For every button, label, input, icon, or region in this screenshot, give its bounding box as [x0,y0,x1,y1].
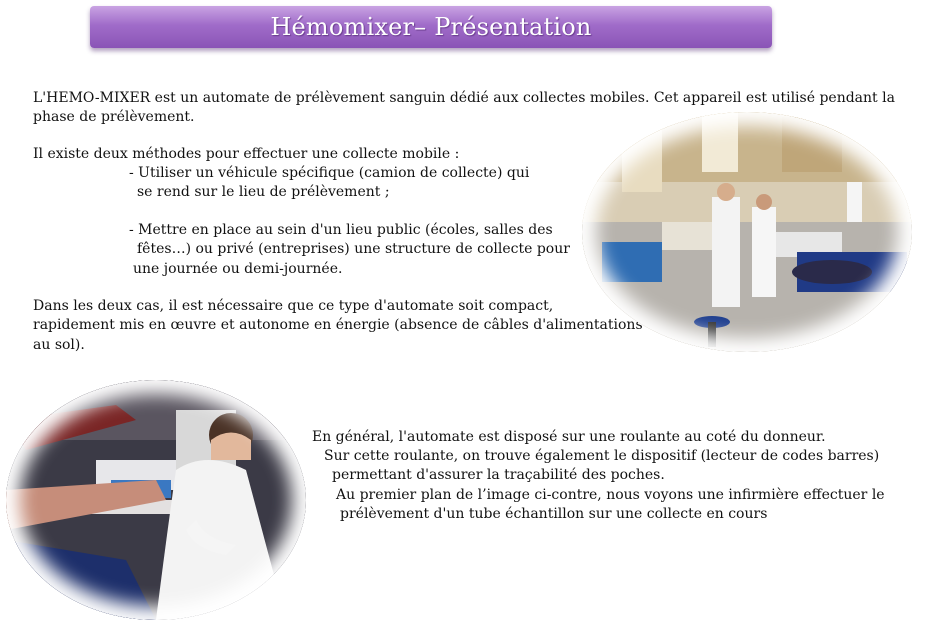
method-1-line-2: se rend sur le lieu de prélèvement ; [137,184,390,200]
methods-intro: Il existe deux méthodes pour effectuer une collecte mobile : [33,146,460,162]
collection-hall-photo [582,112,912,352]
conclusion-line-3: au sol). [33,337,85,353]
conclusion-line-2: rapidement mis en œuvre et autonome en énergie (absence de câbles d'alimentations [33,317,643,333]
general-line-2: Sur cette roulante, on trouve également le dispositif (lecteur de codes barres) [324,448,880,464]
general-line-5: prélèvement d'un tube échantillon sur une collecte en cours [340,506,768,522]
general-line-4: Au premier plan de l’image ci-contre, nous voyons une infirmière effectuer le [336,487,885,503]
intro-line-1: L'HEMO-MIXER est un automate de prélèvement sanguin dédié aux collectes mobiles. Cet appareil est utilisé pendant la [33,90,895,106]
title-banner [90,6,772,48]
method-2-line-2: fêtes…) ou privé (entreprises) une structure de collecte pour [137,241,570,257]
page-title: Hémomixer– Présentation [270,13,592,41]
general-line-1: En général, l'automate est disposé sur une roulante au coté du donneur. [312,429,826,445]
conclusion-line-1: Dans les deux cas, il est nécessaire que ce type d'automate soit compact, [33,298,554,314]
method-1-line-1: - Utiliser un véhicule spécifique (camion de collecte) qui [129,165,530,181]
method-2-line-1: - Mettre en place au sein d'un lieu public (écoles, salles des [129,222,553,238]
intro-line-2: phase de prélèvement. [33,109,195,125]
general-line-3: permettant d'assurer la traçabilité des poches. [332,467,665,483]
method-2-line-3: une journée ou demi-journée. [133,261,343,277]
nurse-sampling-photo [6,380,306,620]
